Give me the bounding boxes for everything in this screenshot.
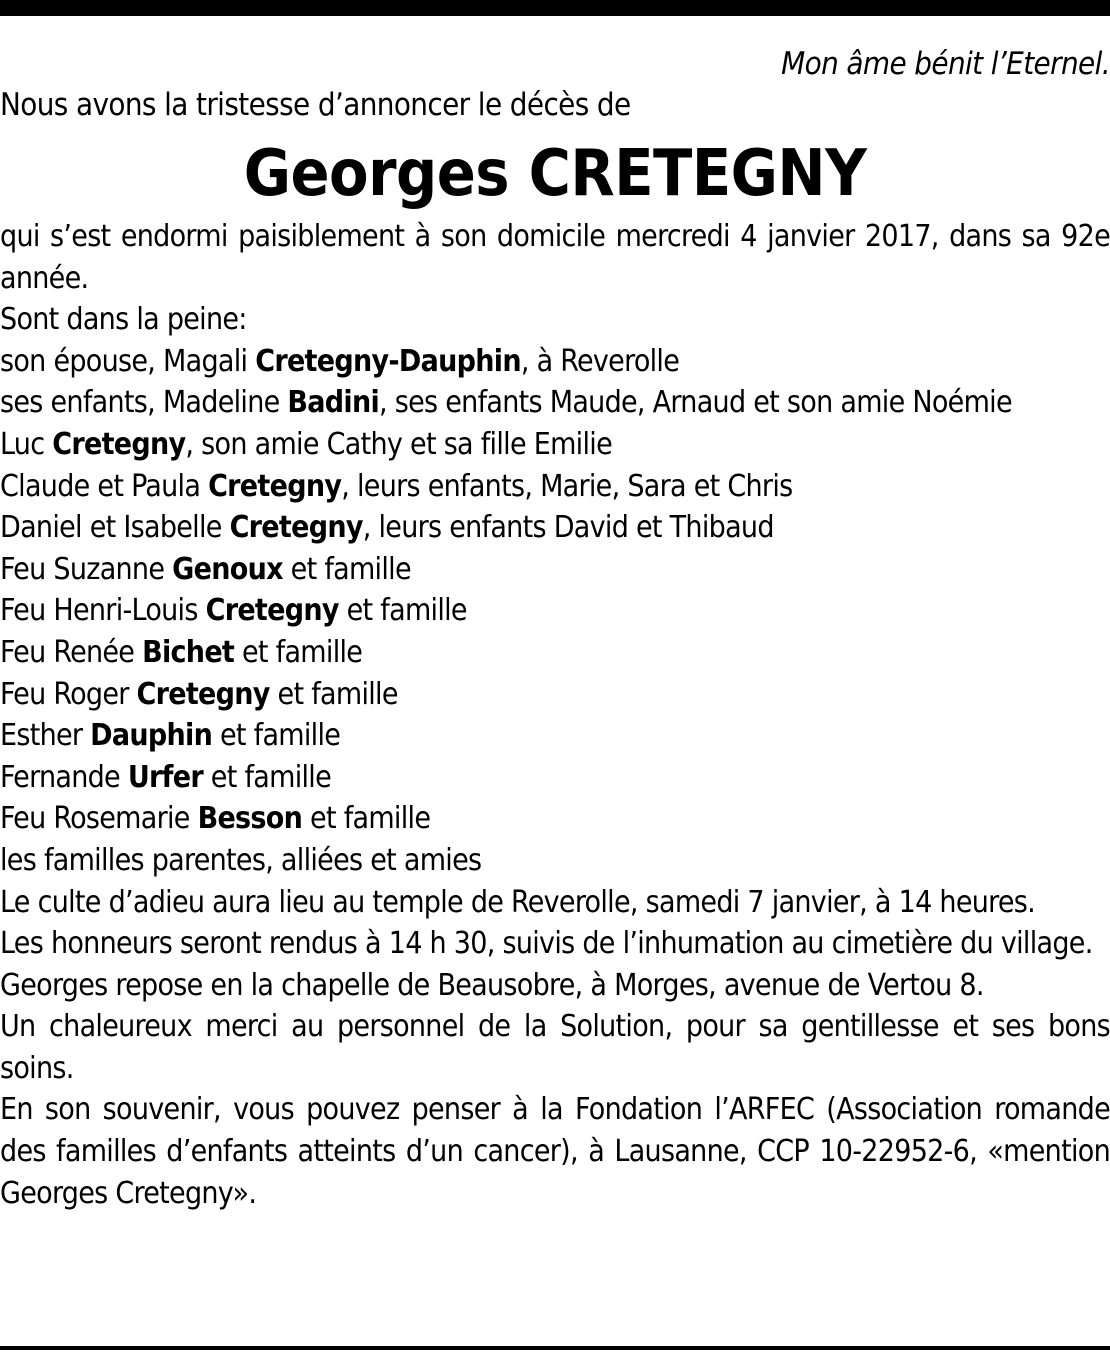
surname: Genoux	[172, 551, 283, 587]
obituary-notice	[0, 40, 1110, 1214]
surname: Cretegny-Dauphin	[255, 343, 521, 379]
mourner-line: Daniel et Isabelle Cretegny, leurs enfants David et Thibaud	[0, 510, 774, 546]
surname: Dauphin	[90, 718, 213, 754]
mourners-list	[0, 341, 1110, 840]
surname: Cretegny	[208, 468, 342, 504]
mourner-line: Feu Renée Bichet et famille	[0, 634, 363, 670]
intro-text: Nous avons la tristesse d’annoncer le décès de	[0, 87, 631, 123]
surname: Cretegny	[52, 426, 186, 462]
mourner-line: ses enfants, Madeline Badini, ses enfants Maude, Arnaud et son amie Noémie	[0, 385, 1012, 421]
surname: Urfer	[127, 759, 203, 795]
mourner-line: Esther Dauphin et famille	[0, 718, 341, 754]
surname: Besson	[197, 801, 303, 837]
surname: Cretegny	[205, 593, 339, 629]
mourner-line: son épouse, Magali Cretegny-Dauphin, à Reverolle	[0, 343, 680, 379]
mourner-line: Feu Roger Cretegny et famille	[0, 676, 398, 712]
epigraph: Mon âme bénit l’Eternel.	[781, 46, 1110, 82]
surname: Bichet	[142, 634, 235, 670]
honours-text: Les honneurs seront rendus à 14 h 30, suivis de l’inhumation au cimetière du village.	[0, 926, 1093, 962]
mourner-line: Claude et Paula Cretegny, leurs enfants, Marie, Sara et Chris	[0, 468, 793, 504]
memory-text: En son souvenir, vous pouvez penser à la Fondation l’ARFEC (Association romande des familles d’enfants atteints d’un cancer), à Lausanne, CCP 10-22952-6, «mention Georges Cretegny».	[0, 1092, 1110, 1211]
passing-text: qui s’est endormi paisiblement à son domicile mercredi 4 janvier 2017, dans sa 92e année.	[0, 219, 1110, 296]
mourner-line: Feu Henri-Louis Cretegny et famille	[0, 593, 467, 629]
bottom-rule	[0, 1346, 1110, 1350]
mourner-line: Feu Rosemarie Besson et famille	[0, 801, 431, 837]
surname: Cretegny	[229, 510, 363, 546]
surname: Cretegny	[136, 676, 270, 712]
mourner-line: Fernande Urfer et famille	[0, 759, 331, 795]
families-line: les familles parentes, alliées et amies	[0, 842, 482, 878]
thanks-text: Un chaleureux merci au personnel de la Solution, pour sa gentillesse et ses bons soins.	[0, 1009, 1110, 1086]
mourner-line: Feu Suzanne Genoux et famille	[0, 551, 411, 587]
service-text: Le culte d’adieu aura lieu au temple de Reverolle, samedi 7 janvier, à 14 heures.	[0, 884, 1036, 920]
surname: Badini	[287, 385, 380, 421]
repose-text: Georges repose en la chapelle de Beausobre, à Morges, avenue de Vertou 8.	[0, 967, 984, 1003]
top-rule	[0, 0, 1110, 16]
mourner-line: Luc Cretegny, son amie Cathy et sa fille Emilie	[0, 426, 612, 462]
mourners-heading: Sont dans la peine:	[0, 302, 247, 338]
notice-body	[0, 216, 1110, 1214]
deceased-name: Georges CRETEGNY	[243, 137, 867, 211]
